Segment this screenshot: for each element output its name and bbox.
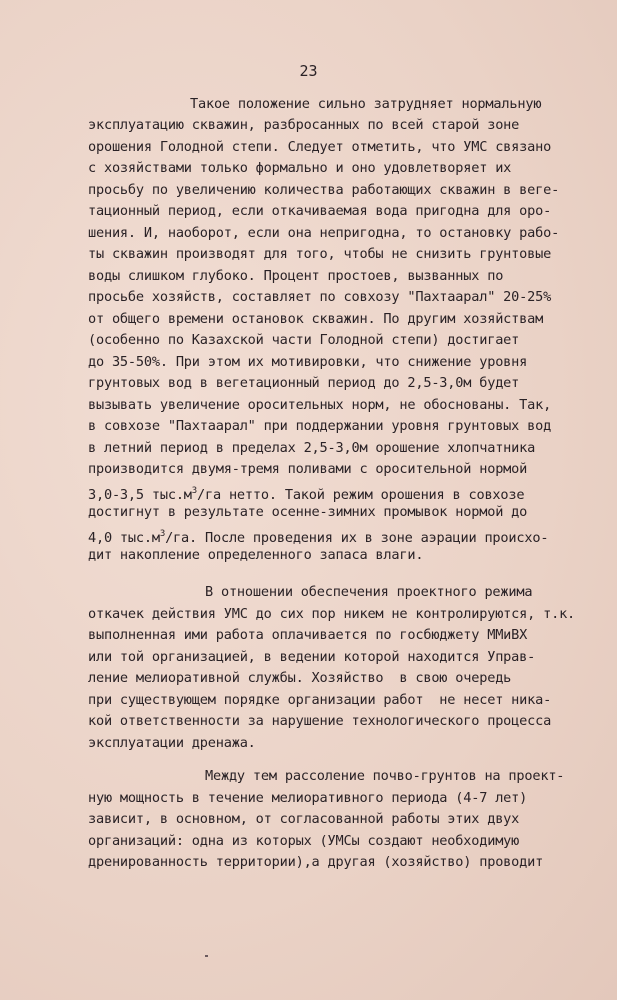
text-line: Такое положение сильно затрудняет нормальную xyxy=(190,96,542,112)
text-line: просьбе хозяйств, составляет по совхозу "Пахтаарал" 20-25% xyxy=(88,289,552,305)
text-line: дит накопление определенного запаса влаги. xyxy=(88,547,424,563)
text-line: в летний период в пределах 2,5-3,0м орошение хлопчатника xyxy=(88,440,536,456)
ink-speck xyxy=(205,955,208,957)
text-line: воды слишком глубоко. Процент простоев, вызванных по xyxy=(88,268,504,284)
text-line: шения. И, наоборот, если она непригодна, то остановку рабо- xyxy=(88,225,560,241)
superscript: 3 xyxy=(191,486,198,496)
text-line: эксплуатацию скважин, разбросанных по всей старой зоне xyxy=(88,117,520,133)
text-line: кой ответственности за нарушение технологического процесса xyxy=(88,713,552,729)
page-number: 23 xyxy=(299,62,318,80)
text-line: просьбу по увеличению количества работающих скважин в веге- xyxy=(88,182,560,198)
text-line: достигнут в результате осенне-зимних промывок нормой до xyxy=(88,504,528,520)
text-line: в совхозе "Пахтаарал" при поддержании уровня грунтовых вод xyxy=(88,418,552,434)
text-line: или той организацией, в ведении которой находится Управ- xyxy=(88,649,536,665)
text-segment: 4,0 тыс.м xyxy=(88,530,160,546)
text-line: ную мощность в течение мелиоративного периода (4-7 лет) xyxy=(88,790,528,806)
text-line: грунтовых вод в вегетационный период до 2,5-3,0м будет xyxy=(88,375,520,391)
text-line: с хозяйствами только формально и оно удовлетворяет их xyxy=(88,160,512,176)
text-line: (особенно по Казахской части Голодной степи) достигает xyxy=(88,332,520,348)
text-line: дренированность территории),а другая (хозяйство) проводит xyxy=(88,854,544,870)
text-line: выполненная ими работа оплачивается по госбюджету ММиВХ xyxy=(88,627,528,643)
text-line: производится двумя-тремя поливами с оросительной нормой xyxy=(88,461,528,477)
text-segment: /га. После проведения их в зоне аэрации происхо- xyxy=(165,530,549,546)
text-line: вызывать увеличение оросительных норм, не обоснованы. Так, xyxy=(88,397,552,413)
text-segment: /га нетто. Такой режим орошения в совхозе xyxy=(197,487,525,503)
text-line: при существующем порядке организации работ не несет ника- xyxy=(88,692,552,708)
text-line: зависит, в основном, от согласованной работы этих двух xyxy=(88,811,520,827)
text-line: орошения Голодной степи. Следует отметить, что УМС связано xyxy=(88,139,552,155)
text-line: откачек действия УМС до сих пор никем не контролируются, т.к. xyxy=(88,606,576,622)
text-line: Между тем рассоление почво-грунтов на проект- xyxy=(205,768,565,784)
text-line: эксплуатации дренажа. xyxy=(88,735,256,751)
text-line: В отношении обеспечения проектного режима xyxy=(205,584,533,600)
text-segment: 3,0-3,5 тыс.м xyxy=(88,487,192,503)
text-line: до 35-50%. При этом их мотивировки, что снижение уровня xyxy=(88,354,528,370)
text-line: тационный период, если откачиваемая вода пригодна для оро- xyxy=(88,203,552,219)
text-line: от общего времени остановок скважин. По другим хозяйствам xyxy=(88,311,544,327)
text-line: организаций: одна из которых (УМСы создают необходимую xyxy=(88,833,520,849)
superscript: 3 xyxy=(159,529,166,539)
text-line: ты скважин производят для того, чтобы не снизить грунтовые xyxy=(88,246,552,262)
text-line: ление мелиоративной службы. Хозяйство в свою очередь xyxy=(88,670,512,686)
